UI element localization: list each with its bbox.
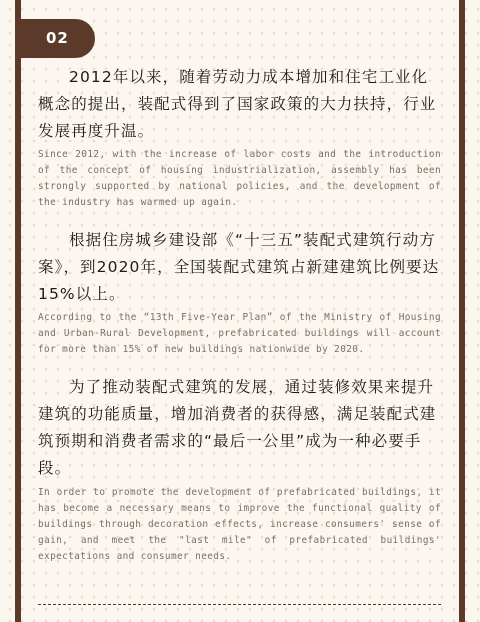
section-number: 02 — [46, 29, 69, 47]
english-translation: According to the “13th Five-Year Plan” of the Ministry of Housing and Urban-Rural Development, prefabricated buildings will account for more than 15% of new buildings nationwide by 2020. — [38, 312, 441, 355]
dashed-divider — [38, 604, 441, 605]
english-translation: In order to promote the development of prefabricated buildings, it has become a necessary means to improve the functional quality of buildings through decoration effects, increase consumers' sense of gain, and meet the "last mile" of prefabricated buildings' expectations and consumer needs. — [38, 487, 441, 562]
chinese-paragraph: 为了推动装配式建筑的发展，通过装修效果来提升建筑的功能质量，增加消费者的获得感，满足装配式建筑预期和消费者需求的“最后一公里”成为一种必要手段。 — [38, 378, 437, 477]
chinese-paragraph: 根据住房城乡建设部《“十三五”装配式建筑行动方案》，到2020年，全国装配式建筑占新建建筑比例要达15%以上。 — [38, 231, 440, 303]
english-translation: Since 2012, with the increase of labor costs and the introduction of the concept of housing industrialization, assembly has been strongly supported by national policies, and the development of the industry has warmed up again. — [38, 149, 441, 208]
paragraph-block — [38, 64, 441, 211]
left-border — [15, 0, 21, 622]
chinese-paragraph: 2012年以来，随着劳动力成本增加和住宅工业化概念的提出，装配式得到了国家政策的大力扶持，行业发展再度升温。 — [38, 68, 437, 140]
section-number-badge — [15, 19, 95, 58]
paragraph-block — [38, 374, 441, 565]
paragraph-block — [38, 227, 441, 358]
right-border — [459, 0, 465, 622]
article-body — [38, 64, 441, 565]
